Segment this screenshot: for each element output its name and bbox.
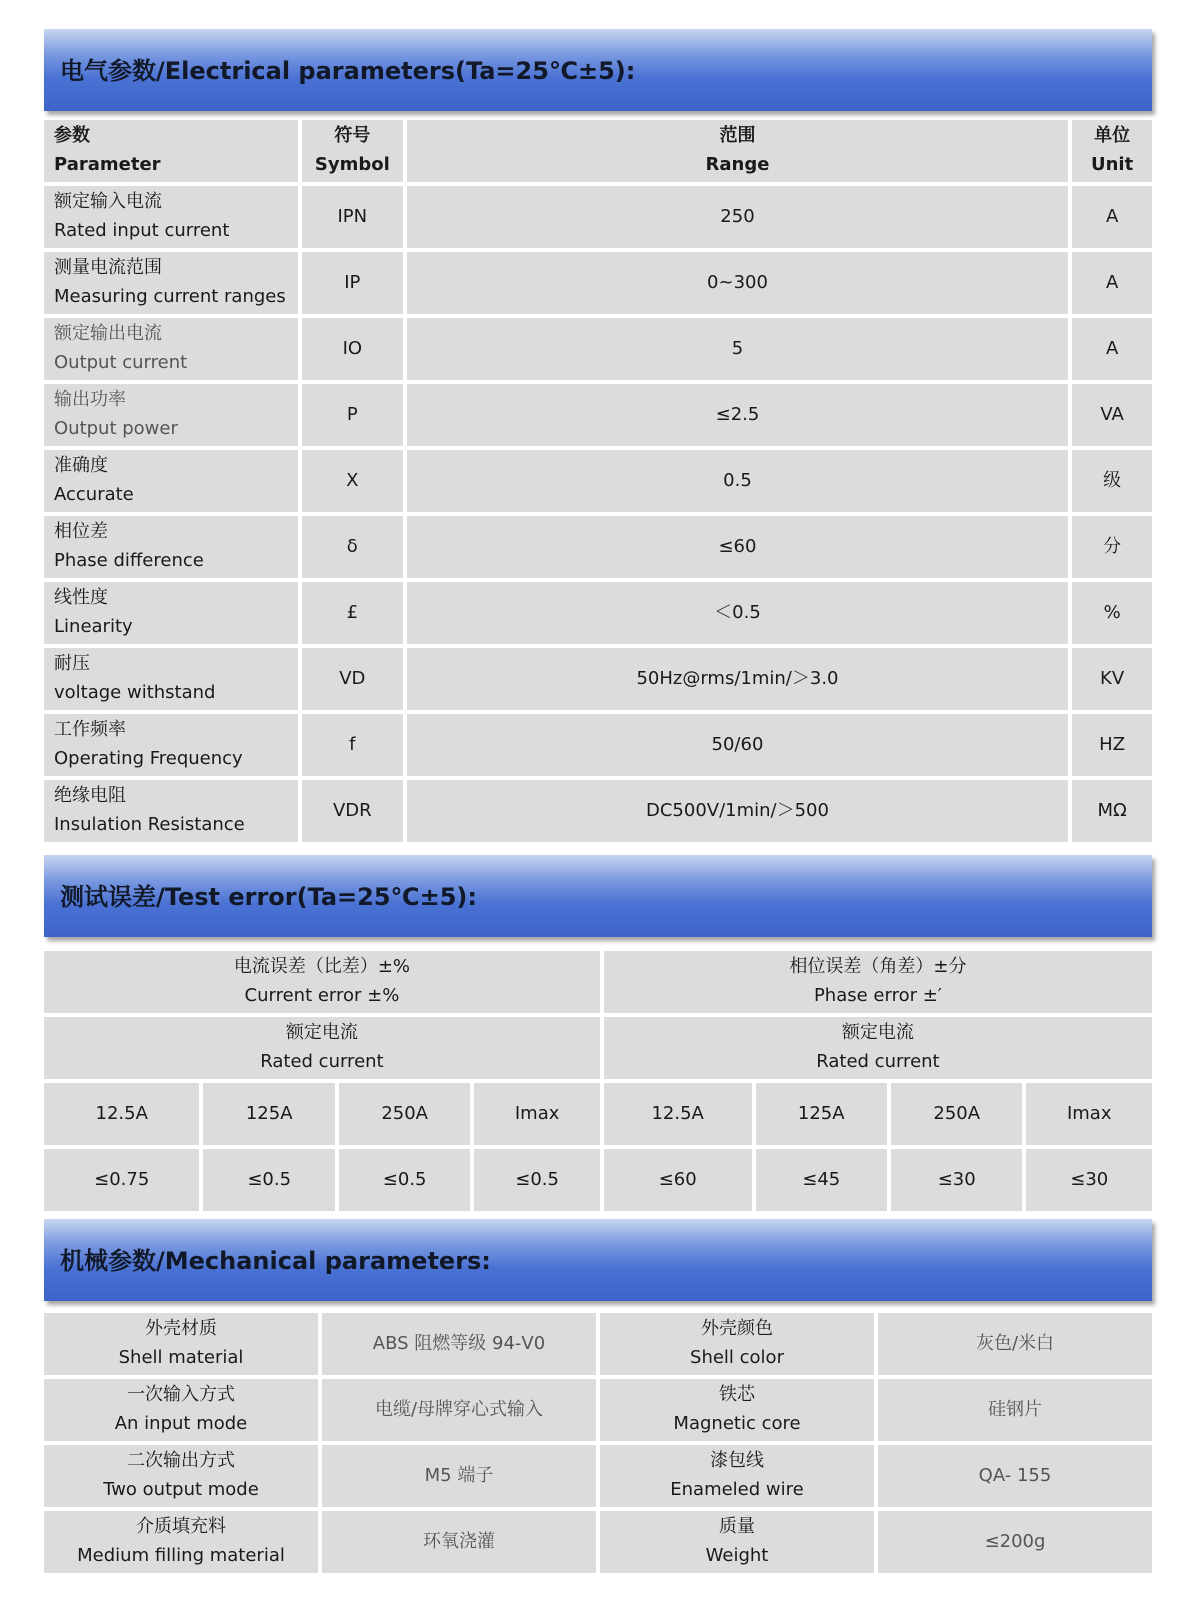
- error-value-cell: ≤0.5: [474, 1149, 599, 1211]
- symbol-cell: f: [302, 714, 403, 776]
- mech-label-cell: 铁芯 Magnetic core: [600, 1379, 874, 1441]
- symbol-cell: £: [302, 582, 403, 644]
- unit-cell: A: [1072, 186, 1152, 248]
- mech-value-cell: 硅钢片: [878, 1379, 1152, 1441]
- mech-label-cell: 质量 Weight: [600, 1511, 874, 1573]
- table-row: [44, 714, 1152, 776]
- mech-value-cell: 灰色/米白: [878, 1313, 1152, 1375]
- unit-cell: A: [1072, 318, 1152, 380]
- table-row: [44, 648, 1152, 710]
- level-cell: 250A: [891, 1083, 1022, 1145]
- table-row: [44, 516, 1152, 578]
- table-row: [44, 1313, 1152, 1375]
- phase-error-header: 相位误差（角差）±分 Phase error ±′: [604, 951, 1152, 1013]
- table-row: [44, 780, 1152, 842]
- error-value-cell: ≤0.5: [203, 1149, 334, 1211]
- mech-value-cell: M5 端子: [322, 1445, 596, 1507]
- symbol-cell: IP: [302, 252, 403, 314]
- error-value-cell: ≤30: [891, 1149, 1022, 1211]
- header-range: 范围 Range: [407, 120, 1069, 182]
- mech-value-cell: ≤200g: [878, 1511, 1152, 1573]
- error-value-cell: ≤60: [604, 1149, 752, 1211]
- mechanical-title: 机械参数/Mechanical parameters:: [60, 1247, 491, 1275]
- symbol-cell: P: [302, 384, 403, 446]
- range-cell: 0~300: [407, 252, 1069, 314]
- level-cell: 12.5A: [604, 1083, 752, 1145]
- header-symbol: 符号 Symbol: [302, 120, 403, 182]
- header-parameter: 参数 Parameter: [44, 120, 298, 182]
- current-error-header: 电流误差（比差）±% Current error ±%: [44, 951, 600, 1013]
- param-cell: 工作频率 Operating Frequency: [44, 714, 298, 776]
- mech-label-cell: 介质填充料 Medium filling material: [44, 1511, 318, 1573]
- table-row: [44, 1511, 1152, 1573]
- range-cell: ＜0.5: [407, 582, 1069, 644]
- mech-value-cell: QA- 155: [878, 1445, 1152, 1507]
- level-cell: 250A: [339, 1083, 470, 1145]
- mech-value-cell: 环氧浇灌: [322, 1511, 596, 1573]
- param-cell: 耐压 voltage withstand: [44, 648, 298, 710]
- electrical-title: 电气参数/Electrical parameters(Ta=25℃±5):: [60, 57, 636, 85]
- unit-cell: HZ: [1072, 714, 1152, 776]
- unit-cell: A: [1072, 252, 1152, 314]
- error-value-cell: ≤0.75: [44, 1149, 199, 1211]
- level-cell: Imax: [474, 1083, 599, 1145]
- param-cell: 相位差 Phase difference: [44, 516, 298, 578]
- table-row: [44, 186, 1152, 248]
- test-error-table: [40, 947, 1156, 1215]
- level-cell: 125A: [756, 1083, 887, 1145]
- range-cell: DC500V/1min/＞500: [407, 780, 1069, 842]
- unit-cell: %: [1072, 582, 1152, 644]
- param-cell: 测量电流范围 Measuring current ranges: [44, 252, 298, 314]
- mech-label-cell: 二次输出方式 Two output mode: [44, 1445, 318, 1507]
- electrical-table: [40, 116, 1156, 846]
- param-cell: 准确度 Accurate: [44, 450, 298, 512]
- electrical-banner: [44, 29, 1152, 111]
- error-type-row: [44, 951, 1152, 1013]
- unit-cell: VA: [1072, 384, 1152, 446]
- table-row: [44, 450, 1152, 512]
- mech-label-cell: 外壳颜色 Shell color: [600, 1313, 874, 1375]
- range-cell: 0.5: [407, 450, 1069, 512]
- table-row: [44, 252, 1152, 314]
- symbol-cell: VDR: [302, 780, 403, 842]
- mechanical-table: [40, 1309, 1156, 1577]
- mech-label-cell: 外壳材质 Shell material: [44, 1313, 318, 1375]
- mechanical-banner: [44, 1219, 1152, 1301]
- error-value-cell: ≤0.5: [339, 1149, 470, 1211]
- rated-current-row: [44, 1017, 1152, 1079]
- symbol-cell: IO: [302, 318, 403, 380]
- symbol-cell: IPN: [302, 186, 403, 248]
- level-cell: 125A: [203, 1083, 334, 1145]
- symbol-cell: X: [302, 450, 403, 512]
- electrical-header-row: [44, 120, 1152, 182]
- table-row: [44, 318, 1152, 380]
- error-value-row: [44, 1149, 1152, 1211]
- mech-value-cell: 电缆/母牌穿心式输入: [322, 1379, 596, 1441]
- range-cell: 250: [407, 186, 1069, 248]
- error-value-cell: ≤45: [756, 1149, 887, 1211]
- unit-cell: KV: [1072, 648, 1152, 710]
- table-row: [44, 1379, 1152, 1441]
- test-error-title: 测试误差/Test error(Ta=25℃±5):: [60, 883, 477, 911]
- error-value-cell: ≤30: [1026, 1149, 1152, 1211]
- param-cell: 输出功率 Output power: [44, 384, 298, 446]
- param-cell: 线性度 Linearity: [44, 582, 298, 644]
- range-cell: 5: [407, 318, 1069, 380]
- current-level-row: [44, 1083, 1152, 1145]
- level-cell: Imax: [1026, 1083, 1152, 1145]
- symbol-cell: VD: [302, 648, 403, 710]
- symbol-cell: δ: [302, 516, 403, 578]
- mech-label-cell: 一次输入方式 An input mode: [44, 1379, 318, 1441]
- mech-label-cell: 漆包线 Enameled wire: [600, 1445, 874, 1507]
- unit-cell: 级: [1072, 450, 1152, 512]
- mech-value-cell: ABS 阻燃等级 94-V0: [322, 1313, 596, 1375]
- rated-current-header: 额定电流 Rated current: [44, 1017, 600, 1079]
- level-cell: 12.5A: [44, 1083, 199, 1145]
- range-cell: 50Hz@rms/1min/＞3.0: [407, 648, 1069, 710]
- param-cell: 额定输入电流 Rated input current: [44, 186, 298, 248]
- range-cell: ≤2.5: [407, 384, 1069, 446]
- header-unit: 单位 Unit: [1072, 120, 1152, 182]
- param-cell: 绝缘电阻 Insulation Resistance: [44, 780, 298, 842]
- unit-cell: MΩ: [1072, 780, 1152, 842]
- unit-cell: 分: [1072, 516, 1152, 578]
- rated-current-header: 额定电流 Rated current: [604, 1017, 1152, 1079]
- test-error-banner: [44, 855, 1152, 937]
- table-row: [44, 384, 1152, 446]
- param-cell: 额定输出电流 Output current: [44, 318, 298, 380]
- range-cell: 50/60: [407, 714, 1069, 776]
- range-cell: ≤60: [407, 516, 1069, 578]
- table-row: [44, 582, 1152, 644]
- table-row: [44, 1445, 1152, 1507]
